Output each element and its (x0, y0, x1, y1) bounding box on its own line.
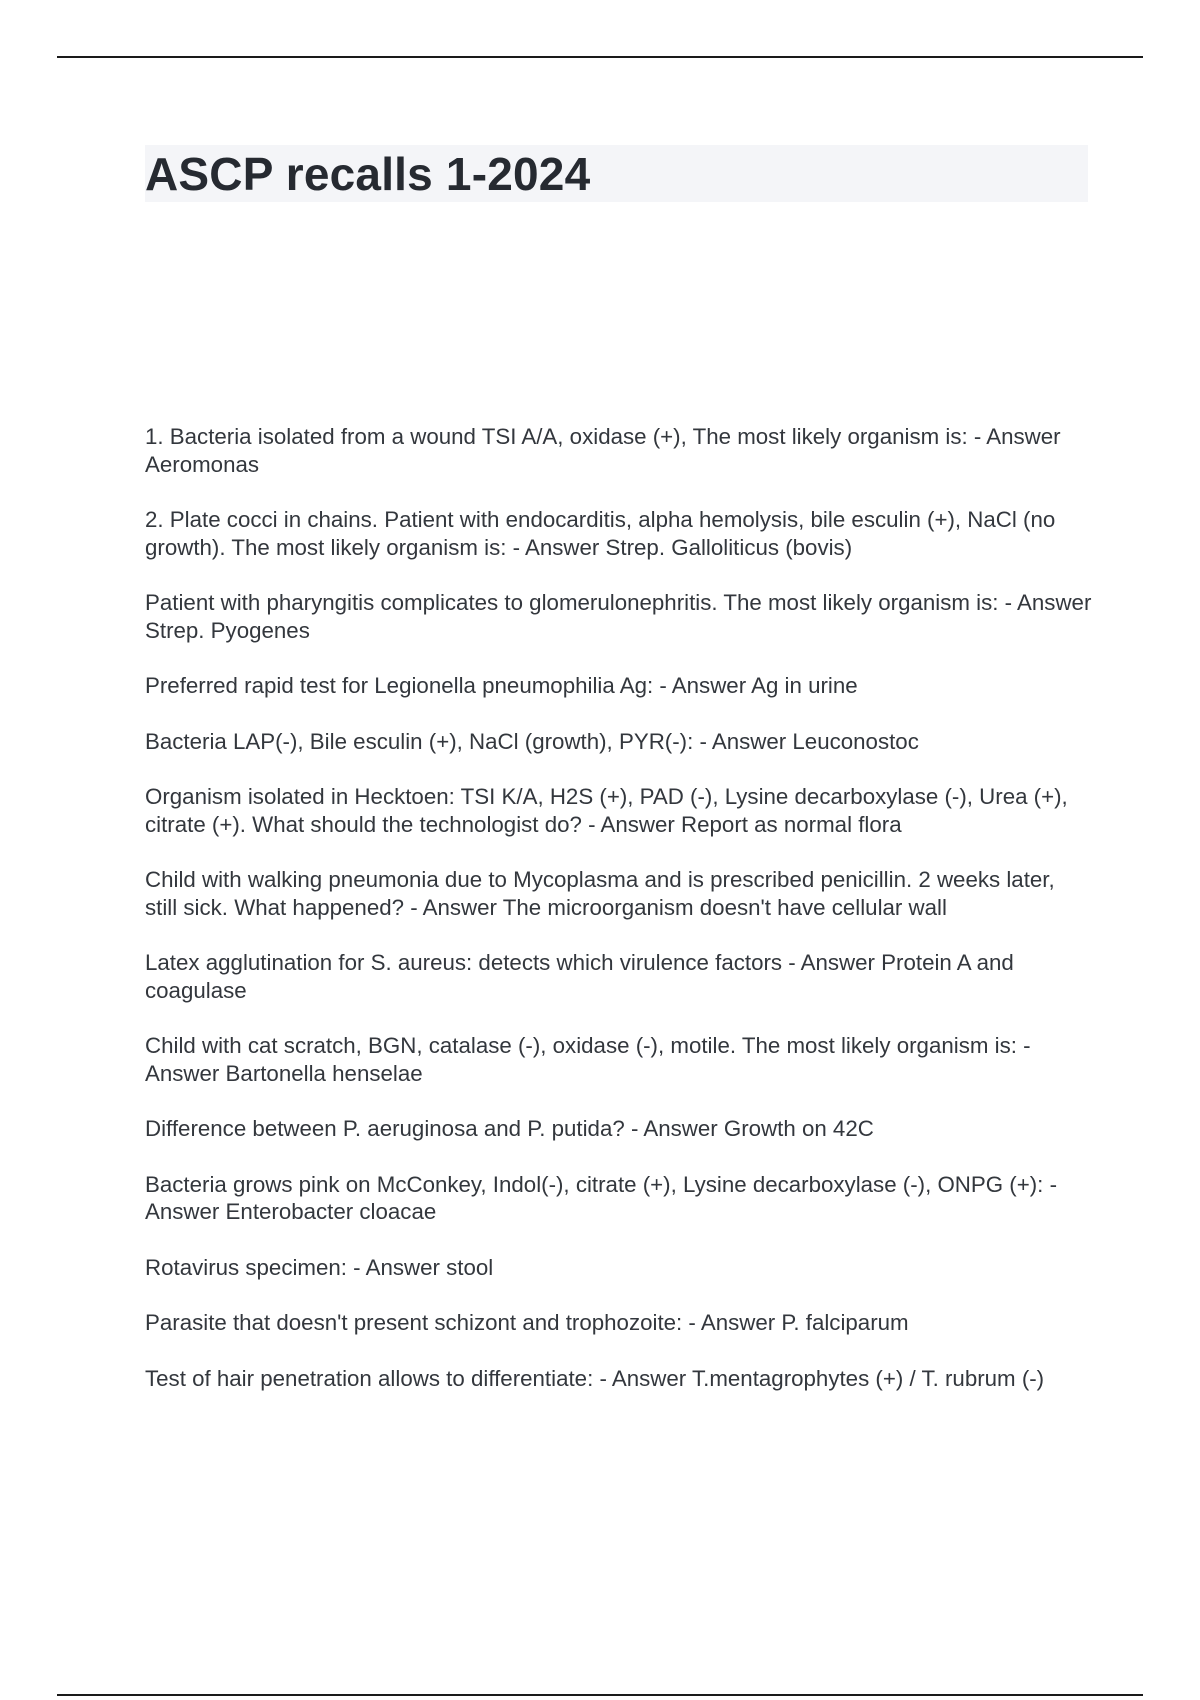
list-item: Rotavirus specimen: - Answer stool (145, 1254, 494, 1280)
list-item: Bacteria grows pink on McConkey, Indol(-), citrate (+), Lysine decarboxylase (-), ONPG (+): - Answer Enterobacter cloacae (145, 1171, 1057, 1224)
list-item: Organism isolated in Hecktoen: TSI K/A, H2S (+), PAD (-), Lysine decarboxylase (-), Urea (+), citrate (+). What should the technologist do? - Answer Report as normal flora (145, 784, 1068, 837)
list-item: Parasite that doesn't present schizont and trophozoite: - Answer P. falciparum (145, 1310, 909, 1335)
list-item: Difference between P. aeruginosa and P. putida? - Answer Growth on 42C (145, 1116, 874, 1141)
page-title: ASCP recalls 1-2024 (145, 148, 591, 200)
list-item: Bacteria LAP(-), Bile esculin (+), NaCl (growth), PYR(-): - Answer Leuconostoc (145, 728, 919, 754)
list-item: Child with cat scratch, BGN, catalase (-), oxidase (-), motile. The most likely organism is: - Answer Bartonella henselae (145, 1033, 1031, 1086)
list-item: Latex agglutination for S. aureus: detects which virulence factors - Answer Protein A and coagulase (145, 950, 1014, 1003)
question-list (145, 423, 1093, 1420)
list-item: Preferred rapid test for Legionella pneumophilia Ag: - Answer Ag in urine (145, 673, 858, 698)
header-rule (57, 56, 1143, 58)
footer-rule (57, 1694, 1143, 1696)
list-item: Patient with pharyngitis complicates to glomerulonephritis. The most likely organism is: - Answer Strep. Pyogenes (145, 590, 1092, 643)
list-item: 1. Bacteria isolated from a wound TSI A/A, oxidase (+), The most likely organism is: - Answer Aeromonas (145, 424, 1061, 477)
list-item: 2. Plate cocci in chains. Patient with endocarditis, alpha hemolysis, bile esculin (+), NaCl (no growth). The most likely organism is: - Answer Strep. Galloliticus (bovis) (145, 507, 1056, 560)
list-item: Child with walking pneumonia due to Mycoplasma and is prescribed penicillin. 2 weeks later, still sick. What happened? - Answer The microorganism doesn't have cellular wall (145, 867, 1055, 920)
list-item: Test of hair penetration allows to differentiate: - Answer T.mentagrophytes (+) / T. rubrum (-) (145, 1365, 1045, 1391)
